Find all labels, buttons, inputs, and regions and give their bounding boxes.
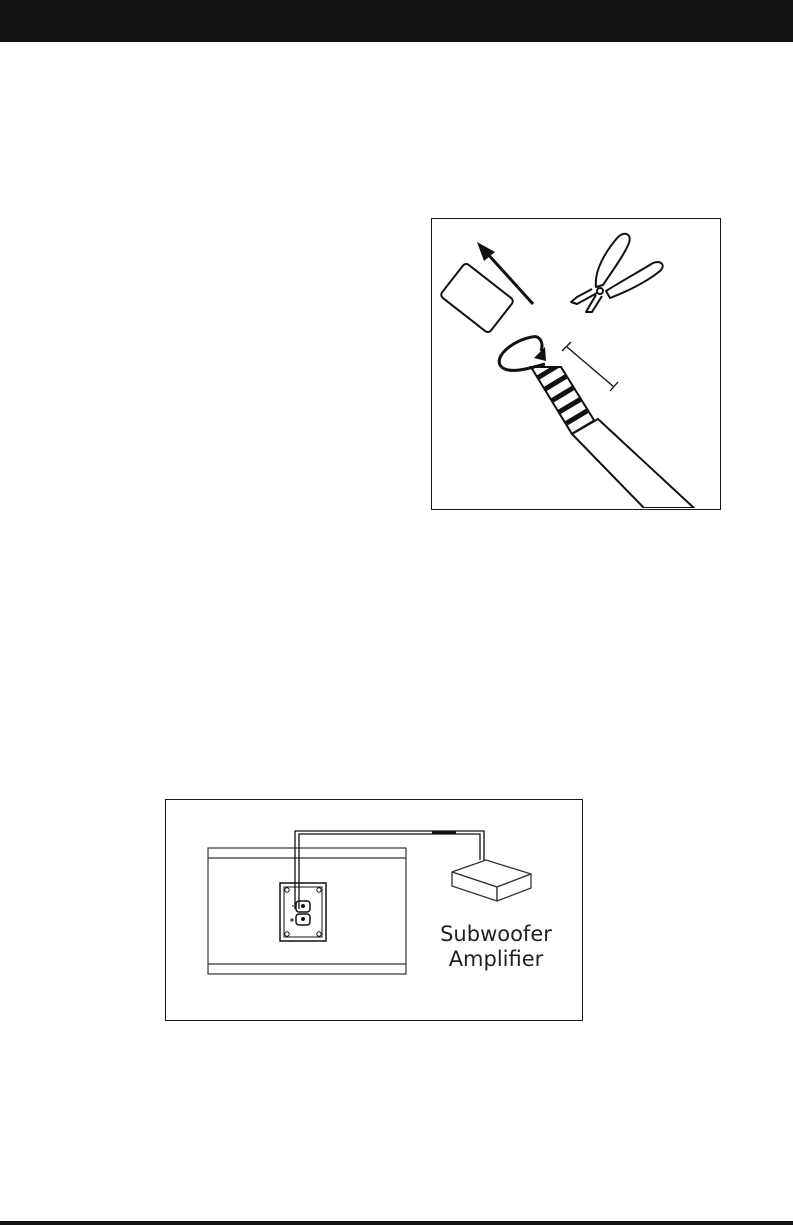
- page-footer-bar: [0, 1221, 793, 1225]
- speaker-terminal-plate: [280, 883, 326, 941]
- twist-arrow-icon: [499, 337, 546, 371]
- wire-stripper-icon: [571, 234, 663, 312]
- insulated-cable: [572, 419, 694, 508]
- amplifier-label-line2: Amplifier: [448, 947, 544, 971]
- subwoofer-amplifier-icon: [452, 860, 531, 901]
- amplifier-label-line1: Subwoofer: [440, 922, 552, 946]
- wire-stripping-illustration: [432, 219, 719, 508]
- subwoofer-amplifier-label: [436, 922, 556, 972]
- subwoofer-connection-figure: [165, 799, 583, 1021]
- wire-stripping-figure: [431, 218, 721, 510]
- connection-diagram: [166, 800, 581, 1019]
- page-header-bar: [0, 0, 793, 42]
